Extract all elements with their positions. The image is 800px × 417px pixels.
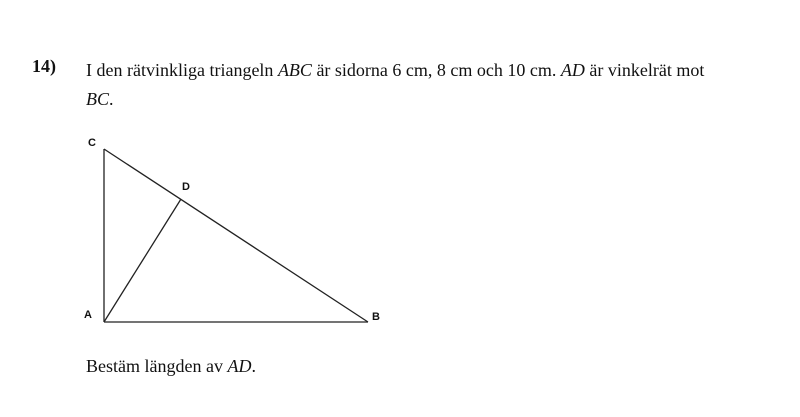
- question-text: Bestäm längden av: [86, 356, 228, 376]
- label-a: A: [84, 309, 92, 321]
- altitude-ad: [104, 199, 181, 322]
- statement-text: är sidorna 6 cm, 8 cm och 10 cm.: [311, 60, 561, 80]
- problem-number: 14): [32, 56, 56, 76]
- segment-ad: AD: [560, 60, 585, 80]
- segment-bc: BC: [86, 89, 110, 109]
- question-segment-ad: AD: [227, 356, 252, 376]
- question: [86, 356, 256, 377]
- statement-text: .: [109, 89, 114, 109]
- side-cb: [104, 149, 368, 322]
- statement-text: I den rätvinkliga triangeln: [86, 60, 278, 80]
- statement-text: är vinkelrät mot: [584, 60, 705, 80]
- triangle-name: ABC: [277, 60, 312, 80]
- label-b: B: [372, 311, 380, 323]
- question-text: .: [251, 356, 256, 376]
- label-d: D: [182, 181, 190, 193]
- label-c: C: [88, 137, 96, 149]
